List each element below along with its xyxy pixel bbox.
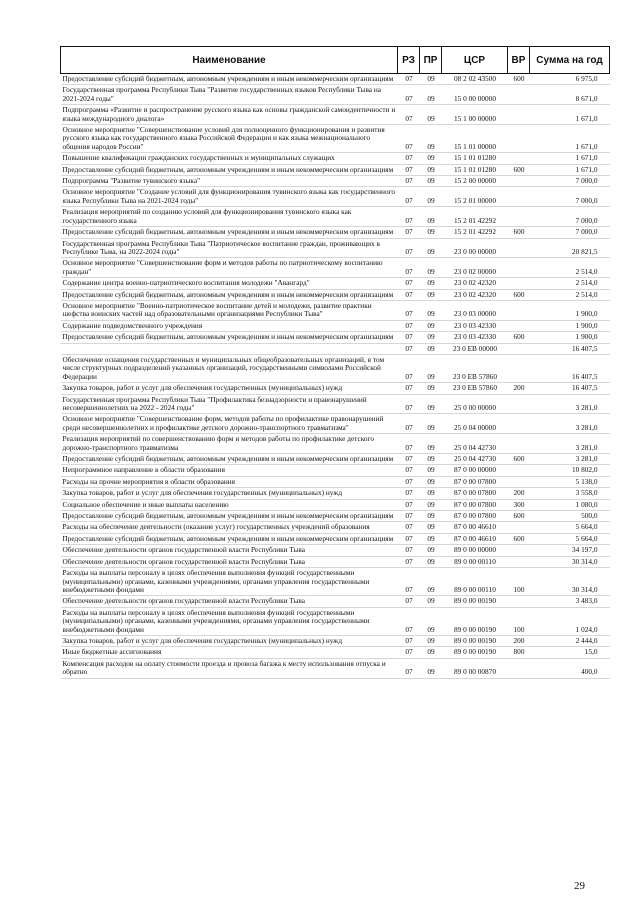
- table-row: [61, 556, 610, 567]
- header-sum: Сумма на год: [530, 47, 610, 74]
- table-row: [61, 164, 610, 175]
- cell-pr: 09: [420, 454, 442, 465]
- table-body: [61, 74, 610, 679]
- cell-rz: 07: [398, 394, 420, 414]
- cell-sum: 20 821,5: [530, 238, 610, 258]
- cell-sum: 400,0: [530, 658, 610, 678]
- cell-sum: 1 671,0: [530, 125, 610, 153]
- cell-sum: 15,0: [530, 647, 610, 658]
- table-row: [61, 74, 610, 85]
- table-row: [61, 105, 610, 125]
- cell-pr: 09: [420, 522, 442, 533]
- cell-vr: 300: [508, 499, 530, 510]
- table-row: [61, 354, 610, 382]
- cell-rz: 07: [398, 300, 420, 320]
- table-row: [61, 85, 610, 105]
- cell-rz: 07: [398, 454, 420, 465]
- cell-name: Содержание подведомственного учреждения: [61, 320, 398, 331]
- cell-vr: 800: [508, 647, 530, 658]
- cell-sum: 30 314,0: [530, 568, 610, 596]
- cell-vr: [508, 153, 530, 164]
- cell-pr: 09: [420, 383, 442, 394]
- cell-name: Основное мероприятие "Создание условий для функционирования тувинского языка как государственного языка Республики Тыва на 2021-2024 годы": [61, 187, 398, 207]
- cell-rz: 07: [398, 414, 420, 434]
- header-rz: РЗ: [398, 47, 420, 74]
- cell-vr: 600: [508, 289, 530, 300]
- cell-name: Основное мероприятие "Военно-патриотическое воспитание детей и молодежи, развитие практики шефства воинских частей над образовательными организациями Республики Тыва": [61, 300, 398, 320]
- cell-pr: 09: [420, 289, 442, 300]
- cell-csr: 25 0 00 00000: [442, 394, 508, 414]
- cell-sum: 2 444,0: [530, 635, 610, 646]
- cell-pr: 09: [420, 332, 442, 343]
- cell-vr: [508, 85, 530, 105]
- cell-sum: 2 514,0: [530, 289, 610, 300]
- cell-vr: [508, 238, 530, 258]
- cell-pr: 09: [420, 533, 442, 544]
- cell-rz: 07: [398, 278, 420, 289]
- cell-rz: 07: [398, 187, 420, 207]
- cell-name: Повышение квалификации гражданских государственных и муниципальных служащих: [61, 153, 398, 164]
- table-row: [61, 343, 610, 354]
- cell-vr: [508, 596, 530, 607]
- table-row: [61, 658, 610, 678]
- cell-csr: 23 0 EB 57860: [442, 354, 508, 382]
- cell-name: Закупка товаров, работ и услуг для обеспечения государственных (муниципальных) нужд: [61, 488, 398, 499]
- cell-pr: 09: [420, 635, 442, 646]
- cell-rz: 07: [398, 258, 420, 278]
- cell-vr: [508, 414, 530, 434]
- cell-sum: 1 671,0: [530, 164, 610, 175]
- header-csr: ЦСР: [442, 47, 508, 74]
- cell-rz: 07: [398, 596, 420, 607]
- cell-name: Компенсация расходов на оплату стоимости проезда и провоза багажа к месту использования отпуска и обратно: [61, 658, 398, 678]
- cell-vr: 200: [508, 488, 530, 499]
- cell-pr: 09: [420, 187, 442, 207]
- cell-sum: 8 671,0: [530, 85, 610, 105]
- cell-sum: 5 664,0: [530, 522, 610, 533]
- table-row: [61, 522, 610, 533]
- table-row: [61, 434, 610, 454]
- cell-name: Государственная программа Республики Тыва "Развитие государственных языков Республики Тыва на 2021-2024 годы": [61, 85, 398, 105]
- cell-csr: 15 1 00 00000: [442, 105, 508, 125]
- cell-name: Предоставление субсидий бюджетным, автономным учреждениям и иным некоммерческим организациям: [61, 227, 398, 238]
- cell-name: Расходы на обеспечение деятельности (оказание услуг) государственных учреждений образования: [61, 522, 398, 533]
- cell-rz: 07: [398, 85, 420, 105]
- cell-pr: 09: [420, 607, 442, 635]
- cell-vr: 600: [508, 227, 530, 238]
- cell-name: Предоставление субсидий бюджетным, автономным учреждениям и иным некоммерческим организациям: [61, 164, 398, 175]
- cell-csr: 87 0 00 07800: [442, 499, 508, 510]
- cell-csr: 87 0 00 07800: [442, 511, 508, 522]
- cell-pr: 09: [420, 476, 442, 487]
- cell-sum: 3 281,0: [530, 454, 610, 465]
- page-number: 29: [574, 880, 585, 892]
- cell-rz: 07: [398, 533, 420, 544]
- table-row: [61, 258, 610, 278]
- cell-name: Расходы на прочие мероприятия в области образования: [61, 476, 398, 487]
- cell-vr: [508, 394, 530, 414]
- cell-pr: 09: [420, 343, 442, 354]
- cell-name: Предоставление субсидий бюджетным, автономным учреждениям и иным некоммерческим организациям: [61, 74, 398, 85]
- cell-vr: 100: [508, 568, 530, 596]
- cell-rz: 07: [398, 476, 420, 487]
- cell-pr: 09: [420, 85, 442, 105]
- table-row: [61, 153, 610, 164]
- cell-vr: [508, 658, 530, 678]
- cell-rz: 07: [398, 153, 420, 164]
- cell-pr: 09: [420, 414, 442, 434]
- table-row: [61, 125, 610, 153]
- cell-vr: [508, 176, 530, 187]
- cell-pr: 09: [420, 556, 442, 567]
- cell-rz: 07: [398, 289, 420, 300]
- table-row: [61, 278, 610, 289]
- cell-sum: 30 314,0: [530, 556, 610, 567]
- cell-name: Закупка товаров, работ и услуг для обеспечения государственных (муниципальных) нужд: [61, 635, 398, 646]
- cell-vr: [508, 343, 530, 354]
- cell-rz: 07: [398, 647, 420, 658]
- cell-rz: 07: [398, 499, 420, 510]
- cell-csr: 89 0 00 00190: [442, 607, 508, 635]
- table-row: [61, 568, 610, 596]
- table-row: [61, 635, 610, 646]
- cell-vr: 600: [508, 511, 530, 522]
- cell-name: Государственная программа Республики Тыва "Профилактика безнадзорности и правонарушений несовершеннолетних на 2022 - 2024 годы": [61, 394, 398, 414]
- table-row: [61, 300, 610, 320]
- cell-vr: [508, 476, 530, 487]
- cell-vr: [508, 187, 530, 207]
- cell-name: Расходы на выплаты персоналу в целях обеспечения выполнения функций государственными (муниципальными) органами, казенными учреждениями, органами управления государственными внебюджетными фондами: [61, 607, 398, 635]
- cell-pr: 09: [420, 227, 442, 238]
- cell-pr: 09: [420, 545, 442, 556]
- cell-name: Основное мероприятие "Совершенствование форм, методов работы по профилактике правонарушений среди несовершеннолетних и профилактике детского дорожно-транспортного травматизма": [61, 414, 398, 434]
- cell-name: Предоставление субсидий бюджетным, автономным учреждениям и иным некоммерческим организациям: [61, 332, 398, 343]
- cell-rz: 07: [398, 635, 420, 646]
- cell-csr: 15 2 01 42292: [442, 227, 508, 238]
- cell-pr: 09: [420, 258, 442, 278]
- cell-rz: 07: [398, 227, 420, 238]
- table-row: [61, 465, 610, 476]
- cell-csr: 89 0 00 00110: [442, 568, 508, 596]
- table-row: [61, 176, 610, 187]
- cell-sum: 2 514,0: [530, 258, 610, 278]
- cell-vr: 600: [508, 332, 530, 343]
- table-row: [61, 499, 610, 510]
- cell-vr: 600: [508, 164, 530, 175]
- cell-csr: 23 0 00 00000: [442, 238, 508, 258]
- cell-csr: 15 2 01 00000: [442, 187, 508, 207]
- cell-sum: 1 671,0: [530, 153, 610, 164]
- cell-csr: 15 1 01 01280: [442, 164, 508, 175]
- cell-csr: 23 0 EB 00000: [442, 343, 508, 354]
- table-row: [61, 332, 610, 343]
- cell-name: Обеспечение деятельности органов государственной власти Республики Тыва: [61, 596, 398, 607]
- cell-vr: [508, 207, 530, 227]
- cell-rz: 07: [398, 320, 420, 331]
- cell-rz: 07: [398, 125, 420, 153]
- cell-name: Обеспечение деятельности органов государственной власти Республики Тыва: [61, 556, 398, 567]
- cell-pr: 09: [420, 658, 442, 678]
- cell-vr: 600: [508, 74, 530, 85]
- cell-sum: 16 407,5: [530, 383, 610, 394]
- cell-name: Основное мероприятие "Совершенствование форм и методов работы по патриотическому воспитанию граждан": [61, 258, 398, 278]
- cell-pr: 09: [420, 105, 442, 125]
- cell-csr: 15 2 00 00000: [442, 176, 508, 187]
- cell-name: Предоставление субсидий бюджетным, автономным учреждениям и иным некоммерческим организациям: [61, 454, 398, 465]
- cell-rz: 07: [398, 332, 420, 343]
- cell-sum: 2 514,0: [530, 278, 610, 289]
- cell-rz: 07: [398, 522, 420, 533]
- cell-vr: [508, 354, 530, 382]
- table-row: [61, 383, 610, 394]
- cell-pr: 09: [420, 499, 442, 510]
- cell-pr: 09: [420, 125, 442, 153]
- cell-csr: 08 2 02 43500: [442, 74, 508, 85]
- cell-csr: 89 0 00 00000: [442, 545, 508, 556]
- cell-csr: 23 0 02 00000: [442, 258, 508, 278]
- cell-csr: 89 0 00 00870: [442, 658, 508, 678]
- cell-sum: 7 000,0: [530, 207, 610, 227]
- cell-pr: 09: [420, 394, 442, 414]
- table-row: [61, 320, 610, 331]
- table-row: [61, 394, 610, 414]
- cell-name: Иные бюджетные ассигнования: [61, 647, 398, 658]
- cell-csr: 87 0 00 46610: [442, 533, 508, 544]
- cell-csr: 15 2 01 42292: [442, 207, 508, 227]
- cell-pr: 09: [420, 153, 442, 164]
- cell-rz: 07: [398, 556, 420, 567]
- cell-sum: 500,0: [530, 511, 610, 522]
- cell-pr: 09: [420, 74, 442, 85]
- cell-sum: 3 483,0: [530, 596, 610, 607]
- cell-name: Социальное обеспечение и иные выплаты населению: [61, 499, 398, 510]
- cell-csr: 25 0 04 00000: [442, 414, 508, 434]
- cell-name: Реализация мероприятий по созданию условий для функционирования тувинского языка как государственного языка: [61, 207, 398, 227]
- cell-sum: 7 000,0: [530, 187, 610, 207]
- cell-csr: 25 0 04 42730: [442, 434, 508, 454]
- cell-vr: 200: [508, 383, 530, 394]
- cell-sum: 10 802,0: [530, 465, 610, 476]
- cell-rz: 07: [398, 207, 420, 227]
- cell-name: Закупка товаров, работ и услуг для обеспечения государственных (муниципальных) нужд: [61, 383, 398, 394]
- cell-vr: [508, 522, 530, 533]
- cell-csr: 87 0 00 00000: [442, 465, 508, 476]
- cell-rz: 07: [398, 164, 420, 175]
- cell-name: Основное мероприятие "Совершенствование условий для полноценного функционирования и развития русского языка как государственного языка Российской Федерации и как языка межнационального общения народов России": [61, 125, 398, 153]
- cell-csr: 23 0 02 42320: [442, 289, 508, 300]
- cell-pr: 09: [420, 596, 442, 607]
- budget-table: [60, 46, 610, 679]
- cell-rz: 07: [398, 658, 420, 678]
- cell-csr: 87 0 00 07800: [442, 476, 508, 487]
- cell-csr: 23 0 03 42330: [442, 332, 508, 343]
- table-row: [61, 511, 610, 522]
- cell-sum: 3 558,0: [530, 488, 610, 499]
- cell-rz: 07: [398, 343, 420, 354]
- cell-vr: [508, 258, 530, 278]
- cell-name: Содержание центра военно-патриотического воспитания молодежи "Авангард": [61, 278, 398, 289]
- cell-rz: 07: [398, 511, 420, 522]
- cell-csr: 23 0 03 00000: [442, 300, 508, 320]
- table-row: [61, 545, 610, 556]
- cell-pr: 09: [420, 354, 442, 382]
- cell-sum: 1 080,0: [530, 499, 610, 510]
- cell-name: Подпрограмма «Развитие и распространение русского языка как основы гражданской самоидентичности и языка международного диалога»: [61, 105, 398, 125]
- cell-rz: 07: [398, 607, 420, 635]
- cell-sum: 7 000,0: [530, 227, 610, 238]
- cell-sum: 34 197,0: [530, 545, 610, 556]
- cell-rz: 07: [398, 238, 420, 258]
- cell-csr: 23 0 EB 57860: [442, 383, 508, 394]
- table-row: [61, 187, 610, 207]
- cell-sum: 5 664,0: [530, 533, 610, 544]
- cell-pr: 09: [420, 320, 442, 331]
- cell-sum: 1 900,0: [530, 332, 610, 343]
- cell-csr: 25 0 04 42730: [442, 454, 508, 465]
- cell-pr: 09: [420, 568, 442, 596]
- cell-pr: 09: [420, 164, 442, 175]
- cell-vr: 600: [508, 454, 530, 465]
- cell-csr: 89 0 00 00110: [442, 556, 508, 567]
- table-row: [61, 488, 610, 499]
- cell-pr: 09: [420, 647, 442, 658]
- cell-csr: 89 0 00 00190: [442, 596, 508, 607]
- cell-name: Подпрограмма "Развитие тувинского языка": [61, 176, 398, 187]
- cell-rz: 07: [398, 488, 420, 499]
- table-row: [61, 454, 610, 465]
- cell-name: Расходы на выплаты персоналу в целях обеспечения выполнения функций государственными (муниципальными) органами, казенными учреждениями, органами управления государственными внебюджетными фондами: [61, 568, 398, 596]
- cell-vr: [508, 105, 530, 125]
- cell-sum: 1 900,0: [530, 300, 610, 320]
- cell-pr: 09: [420, 278, 442, 289]
- table-row: [61, 476, 610, 487]
- table-row: [61, 238, 610, 258]
- cell-rz: 07: [398, 354, 420, 382]
- cell-vr: [508, 545, 530, 556]
- cell-sum: 1 900,0: [530, 320, 610, 331]
- cell-vr: [508, 465, 530, 476]
- cell-sum: 1 024,0: [530, 607, 610, 635]
- cell-csr: 15 0 00 00000: [442, 85, 508, 105]
- cell-sum: 16 407,5: [530, 354, 610, 382]
- cell-csr: 87 0 00 07800: [442, 488, 508, 499]
- header-pr: ПР: [420, 47, 442, 74]
- cell-sum: 1 671,0: [530, 105, 610, 125]
- table-row: [61, 227, 610, 238]
- cell-rz: 07: [398, 383, 420, 394]
- cell-csr: 89 0 00 00190: [442, 647, 508, 658]
- cell-pr: 09: [420, 300, 442, 320]
- header-name: Наименование: [61, 47, 398, 74]
- cell-sum: 3 281,0: [530, 394, 610, 414]
- cell-rz: 07: [398, 176, 420, 187]
- table-row: [61, 647, 610, 658]
- table-row: [61, 414, 610, 434]
- cell-name: Непрограммное направление в области образования: [61, 465, 398, 476]
- cell-sum: 5 138,0: [530, 476, 610, 487]
- cell-sum: 7 000,0: [530, 176, 610, 187]
- cell-csr: 89 0 00 00190: [442, 635, 508, 646]
- table-row: [61, 289, 610, 300]
- cell-name: Обеспечение деятельности органов государственной власти Республики Тыва: [61, 545, 398, 556]
- header-vr: ВР: [508, 47, 530, 74]
- table-row: [61, 533, 610, 544]
- cell-name: [61, 343, 398, 354]
- cell-rz: 07: [398, 434, 420, 454]
- cell-vr: [508, 125, 530, 153]
- cell-pr: 09: [420, 238, 442, 258]
- cell-csr: 15 1 01 00000: [442, 125, 508, 153]
- cell-vr: [508, 556, 530, 567]
- table-row: [61, 207, 610, 227]
- cell-pr: 09: [420, 465, 442, 476]
- cell-name: Государственная программа Республики Тыва "Патриотическое воспитание граждан, проживающих в Республике Тыва, на 2022-2024 годы": [61, 238, 398, 258]
- cell-name: Реализация мероприятий по совершенствованию форм и методов работы по профилактике детского дорожно-транспортного травматизма: [61, 434, 398, 454]
- cell-pr: 09: [420, 511, 442, 522]
- table-row: [61, 596, 610, 607]
- table-row: [61, 607, 610, 635]
- cell-sum: 16 407,5: [530, 343, 610, 354]
- cell-csr: 23 0 03 42330: [442, 320, 508, 331]
- cell-csr: 15 1 01 01280: [442, 153, 508, 164]
- cell-sum: 3 281,0: [530, 414, 610, 434]
- cell-rz: 07: [398, 465, 420, 476]
- cell-pr: 09: [420, 488, 442, 499]
- cell-csr: 23 0 02 42320: [442, 278, 508, 289]
- cell-pr: 09: [420, 176, 442, 187]
- header-row: [61, 47, 610, 74]
- cell-pr: 09: [420, 207, 442, 227]
- cell-name: Обеспечение оснащения государственных и муниципальных общеобразовательных организаций, в том числе структурных подразделений указанных организаций, государственными символами Российской Федерации: [61, 354, 398, 382]
- cell-name: Предоставление субсидий бюджетным, автономным учреждениям и иным некоммерческим организациям: [61, 511, 398, 522]
- cell-rz: 07: [398, 105, 420, 125]
- cell-name: Предоставление субсидий бюджетным, автономным учреждениям и иным некоммерческим организациям: [61, 533, 398, 544]
- cell-csr: 87 0 00 46610: [442, 522, 508, 533]
- cell-rz: 07: [398, 74, 420, 85]
- cell-rz: 07: [398, 545, 420, 556]
- cell-vr: [508, 300, 530, 320]
- cell-vr: [508, 278, 530, 289]
- cell-name: Предоставление субсидий бюджетным, автономным учреждениям и иным некоммерческим организациям: [61, 289, 398, 300]
- cell-rz: 07: [398, 568, 420, 596]
- cell-vr: [508, 320, 530, 331]
- cell-vr: 600: [508, 533, 530, 544]
- cell-sum: 3 281,0: [530, 434, 610, 454]
- budget-table-page: [60, 46, 609, 679]
- cell-sum: 6 975,0: [530, 74, 610, 85]
- cell-vr: [508, 434, 530, 454]
- cell-pr: 09: [420, 434, 442, 454]
- cell-vr: 200: [508, 635, 530, 646]
- cell-vr: 100: [508, 607, 530, 635]
